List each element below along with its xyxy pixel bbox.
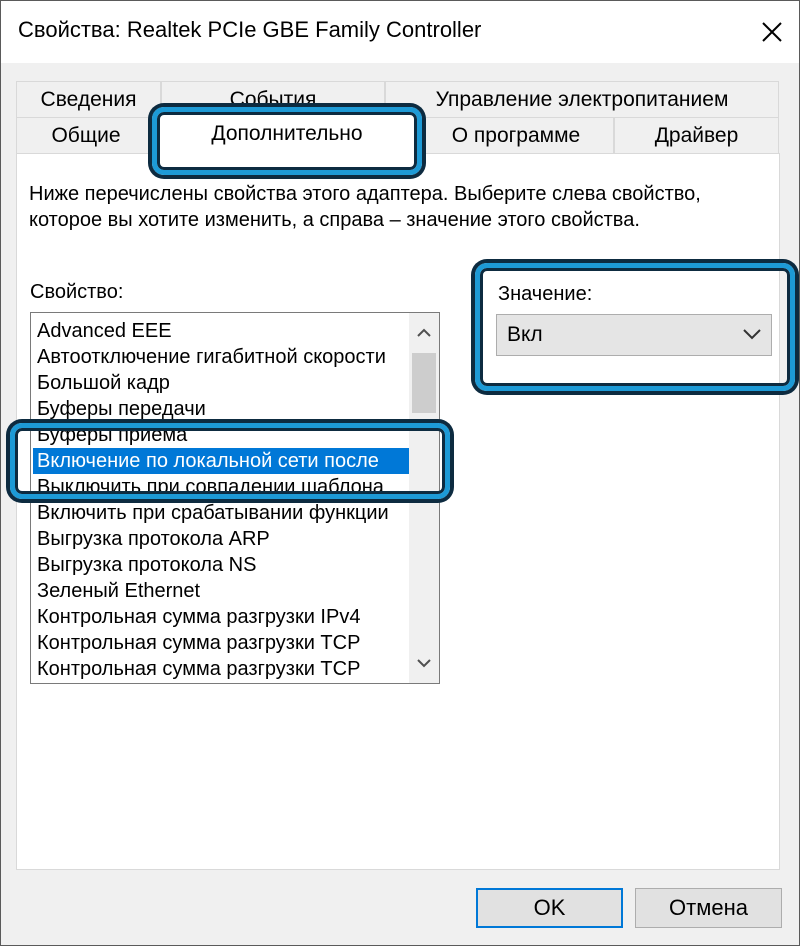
- tab-advanced-label: Дополнительно: [211, 121, 363, 145]
- chevron-down-icon: [417, 658, 431, 668]
- scroll-up-button[interactable]: [409, 313, 439, 353]
- tab-about[interactable]: [418, 117, 614, 153]
- tab-advanced[interactable]: [156, 112, 418, 154]
- tab-details[interactable]: [16, 81, 161, 117]
- tab-about-label: О программе: [451, 123, 581, 147]
- chevron-up-icon: [417, 328, 431, 338]
- list-item[interactable]: Автоотключение гигабитной скорости: [37, 346, 386, 368]
- list-item[interactable]: Контрольная сумма разгрузки TCP: [37, 632, 361, 654]
- list-item[interactable]: Контрольная сумма разгрузки IPv4: [37, 606, 361, 628]
- list-item[interactable]: Выгрузка протокола NS: [37, 554, 257, 576]
- list-item[interactable]: Буферы приема: [37, 424, 188, 446]
- scroll-thumb[interactable]: [412, 353, 436, 413]
- dropdown-arrow: [743, 327, 761, 345]
- scroll-down-button[interactable]: [409, 643, 439, 683]
- list-item[interactable]: Буферы передачи: [37, 398, 206, 420]
- list-item[interactable]: Большой кадр: [37, 372, 170, 394]
- value-dropdown[interactable]: [496, 314, 772, 356]
- value-label: Значение:: [498, 283, 593, 305]
- list-item[interactable]: Включить при срабатывании функции: [37, 502, 389, 524]
- close-icon: [761, 21, 783, 43]
- tab-power-management[interactable]: [385, 81, 779, 117]
- property-list[interactable]: [30, 312, 440, 684]
- list-item[interactable]: Зеленый Ethernet: [37, 580, 201, 602]
- property-list-scrollbar[interactable]: [409, 313, 439, 683]
- tab-general[interactable]: [16, 117, 156, 153]
- close-button[interactable]: [749, 9, 795, 55]
- value-dropdown-selected: Вкл: [507, 323, 543, 346]
- list-item-selected[interactable]: Включение по локальной сети после: [33, 448, 409, 474]
- tab-general-label: Общие: [51, 123, 121, 147]
- tab-driver-label: Драйвер: [654, 123, 739, 147]
- window-title: Свойства: Realtek PCIe GBE Family Controller: [18, 17, 482, 42]
- list-item[interactable]: Выключить при совпадении шаблона: [37, 476, 384, 498]
- list-item[interactable]: Выгрузка протокола ARP: [37, 528, 270, 550]
- title-bar: [1, 1, 799, 63]
- tab-power-management-label: Управление электропитанием: [435, 87, 729, 111]
- tab-details-label: Сведения: [40, 87, 137, 111]
- ok-button[interactable]: OK: [476, 888, 623, 928]
- list-item[interactable]: Контрольная сумма разгрузки TCP: [37, 658, 361, 680]
- tab-events-label: События: [229, 87, 317, 111]
- list-item[interactable]: Advanced EEE: [37, 320, 172, 342]
- chevron-down-icon: [743, 328, 761, 340]
- tab-driver[interactable]: [614, 117, 779, 153]
- property-label: Свойство:: [30, 281, 124, 303]
- cancel-button[interactable]: Отмена: [635, 888, 782, 928]
- description-text: Ниже перечислены свойства этого адаптера. Выберите слева свойство, которое вы хотите изменить, а справа – значение этого свойства.: [29, 183, 701, 231]
